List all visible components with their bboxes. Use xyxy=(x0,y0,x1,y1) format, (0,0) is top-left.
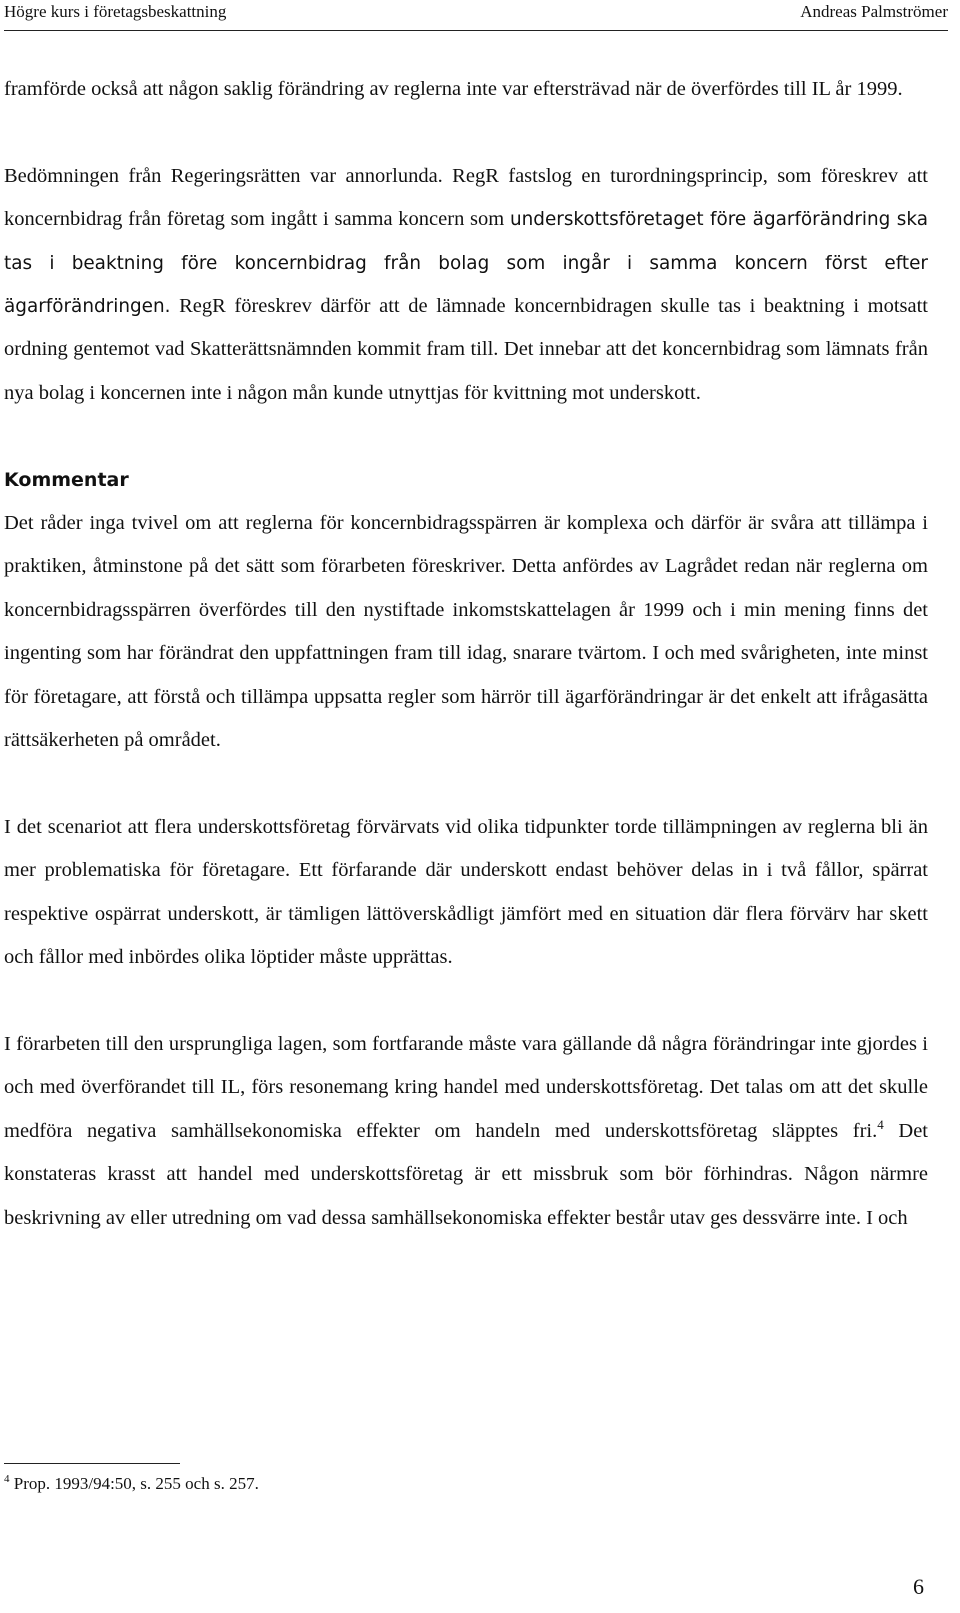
footnote-number: 4 xyxy=(4,1473,10,1485)
header-divider xyxy=(4,30,948,31)
paragraph-2-text-b: RegR föreskrev därför att de lämnade koncernbidragen skulle tas i beaktning i motsatt ordning gentemot vad Skatterättsnämnden kommit fram till. Det innebar att det koncernbidrag som lämnats från nya bolag i koncernen inte i någon mån kunde utnyttjas för kvittning mot underskott. xyxy=(4,295,928,404)
paragraph-4: I det scenariot att flera underskottsföretag förvärvats vid olika tidpunkter torde tillämpningen av reglerna bli än mer problematiska för företagare. Ett förfarande där underskott endast behöver delas in i två fållor, spärrat respektive ospärrat underskott, är tämligen lättöverskådligt jämfört med en situation där flera förvärv har skett och fållor med inbördes olika löptider måste upprättas. xyxy=(4,815,928,969)
header-course-title: Högre kurs i företagsbeskattning xyxy=(4,2,227,21)
footnote-divider xyxy=(4,1463,180,1464)
running-header xyxy=(4,0,948,28)
paragraph-3: Det råder inga tvivel om att reglerna för koncernbidragsspärren är komplexa och därför är svåra att tillämpa i praktiken, åtminstone på det sätt som förarbeten föreskriver. Detta anfördes av Lagrådet redan när reglerna om koncernbidragsspärren överfördes till den nystiftade inkomstskattelagen år 1999 och i min mening finns det ingenting som har förändrat den uppfattningen fram till idag, snarare tvärtom. I och med svårigheten, inte minst för företagare, att förstå och tillämpa uppsatta regler som härrör till ägarförändringar är det enkelt att ifrågasätta rättsäkerheten på området. xyxy=(4,512,928,752)
footnote xyxy=(4,1472,259,1496)
paragraph-1: framförde också att någon saklig förändring av reglerna inte var eftersträvad när de överfördes till IL år 1999. xyxy=(4,78,903,100)
page-number: 6 xyxy=(913,1574,924,1599)
section-heading: Kommentar xyxy=(4,468,129,491)
paragraph-2 xyxy=(4,155,928,415)
footnote-reference[interactable]: 4 xyxy=(877,1116,884,1132)
paragraph-5 xyxy=(4,1023,928,1240)
document-body xyxy=(4,68,928,1240)
paragraph-2-text-sans: underskottsföretaget före ägarförändring ska tas i beaktning före koncernbidrag från bolag som ingår i samma koncern först efter ägarförändringen. xyxy=(4,209,928,318)
paragraph-5-text-b: Det konstateras krasst att handel med underskottsföretag är ett missbruk som bör förhindras. Någon närmre beskrivning av eller utredning om vad dessa samhällsekonomiska effekter består utav ges dessvärre inte. I och xyxy=(4,1119,928,1229)
paragraph-2-text-a: Bedömningen från Regeringsrätten var annorlunda. RegR fastslog en turordningsprincip, som föreskrev att koncernbidrag från företag som ingått i samma koncern som xyxy=(4,164,928,231)
header-author: Andreas Palmströmer xyxy=(800,2,948,21)
paragraph-5-text-a: I förarbeten till den ursprungliga lagen, som fortfarande måste vara gällande då några förändringar inte gjordes i och med överförandet till IL, förs resonemang kring handel med underskottsföretag. Det talas om att det skulle medföra negativa samhällsekonomiska effekter om handeln med underskottsföretag släpptes fri. xyxy=(4,1032,928,1142)
footnote-text: Prop. 1993/94:50, s. 255 och s. 257. xyxy=(9,1474,259,1493)
